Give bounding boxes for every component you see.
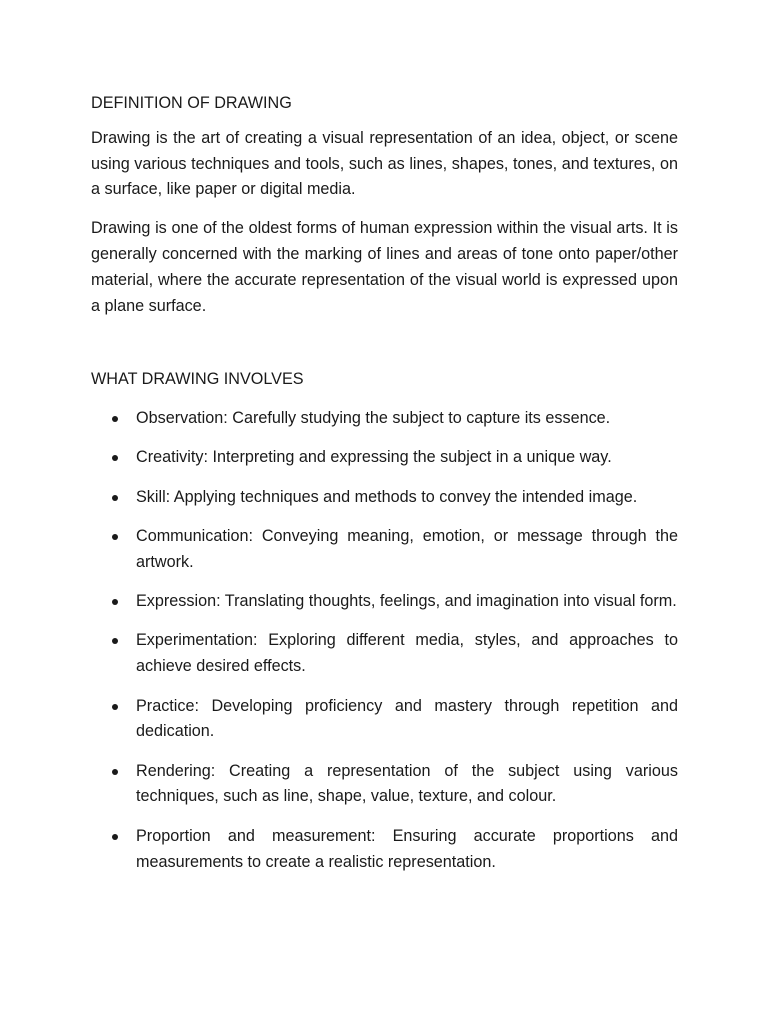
bullet-icon (112, 834, 118, 840)
bullet-icon (112, 495, 118, 501)
list-item (91, 524, 678, 576)
section-heading-definition: DEFINITION OF DRAWING (91, 94, 292, 112)
document-page (91, 91, 678, 889)
bullet-icon (112, 638, 118, 644)
list-item-text: Practice: Developing proficiency and mastery through repetition and dedication. (136, 696, 678, 741)
bullet-icon (112, 599, 118, 605)
definition-paragraph: Drawing is one of the oldest forms of human expression within the visual arts. It is generally concerned with the marking of lines and areas of tone onto paper/other material, where the accurate representation of the visual world is expressed upon a plane surface. (91, 219, 678, 315)
list-item (91, 824, 678, 876)
bullet-icon (112, 416, 118, 422)
definition-paragraph: Drawing is the art of creating a visual representation of an idea, object, or scene using various techniques and tools, such as lines, shapes, tones, and textures, on a surface, like paper or digital media. (91, 128, 678, 199)
bullet-icon (112, 769, 118, 775)
bullet-icon (112, 455, 118, 461)
list-item (91, 485, 678, 511)
section-heading-what-drawing-involves: WHAT DRAWING INVOLVES (91, 370, 304, 389)
bullet-icon (112, 534, 118, 540)
list-item (91, 759, 678, 811)
involves-bullet-list (91, 406, 678, 875)
list-item-text: Expression: Translating thoughts, feelings, and imagination into visual form. (136, 592, 677, 611)
list-item-text: Observation: Carefully studying the subject to capture its essence. (136, 409, 611, 428)
list-item (91, 445, 678, 471)
list-item (91, 589, 678, 615)
bullet-icon (112, 704, 118, 710)
list-item-text: Rendering: Creating a representation of the subject using various techniques, such as line, shape, value, texture, and colour. (136, 761, 678, 806)
list-item-text: Experimentation: Exploring different media, styles, and approaches to achieve desired effects. (136, 631, 678, 676)
list-item-text: Proportion and measurement: Ensuring accurate proportions and measurements to create a realistic representation. (136, 826, 678, 871)
list-item (91, 694, 678, 746)
list-item-text: Skill: Applying techniques and methods to convey the intended image. (136, 487, 638, 506)
list-item (91, 628, 678, 680)
list-item (91, 406, 678, 432)
list-item-text: Creativity: Interpreting and expressing the subject in a unique way. (136, 448, 612, 467)
list-item-text: Communication: Conveying meaning, emotion, or message through the artwork. (136, 527, 678, 571)
